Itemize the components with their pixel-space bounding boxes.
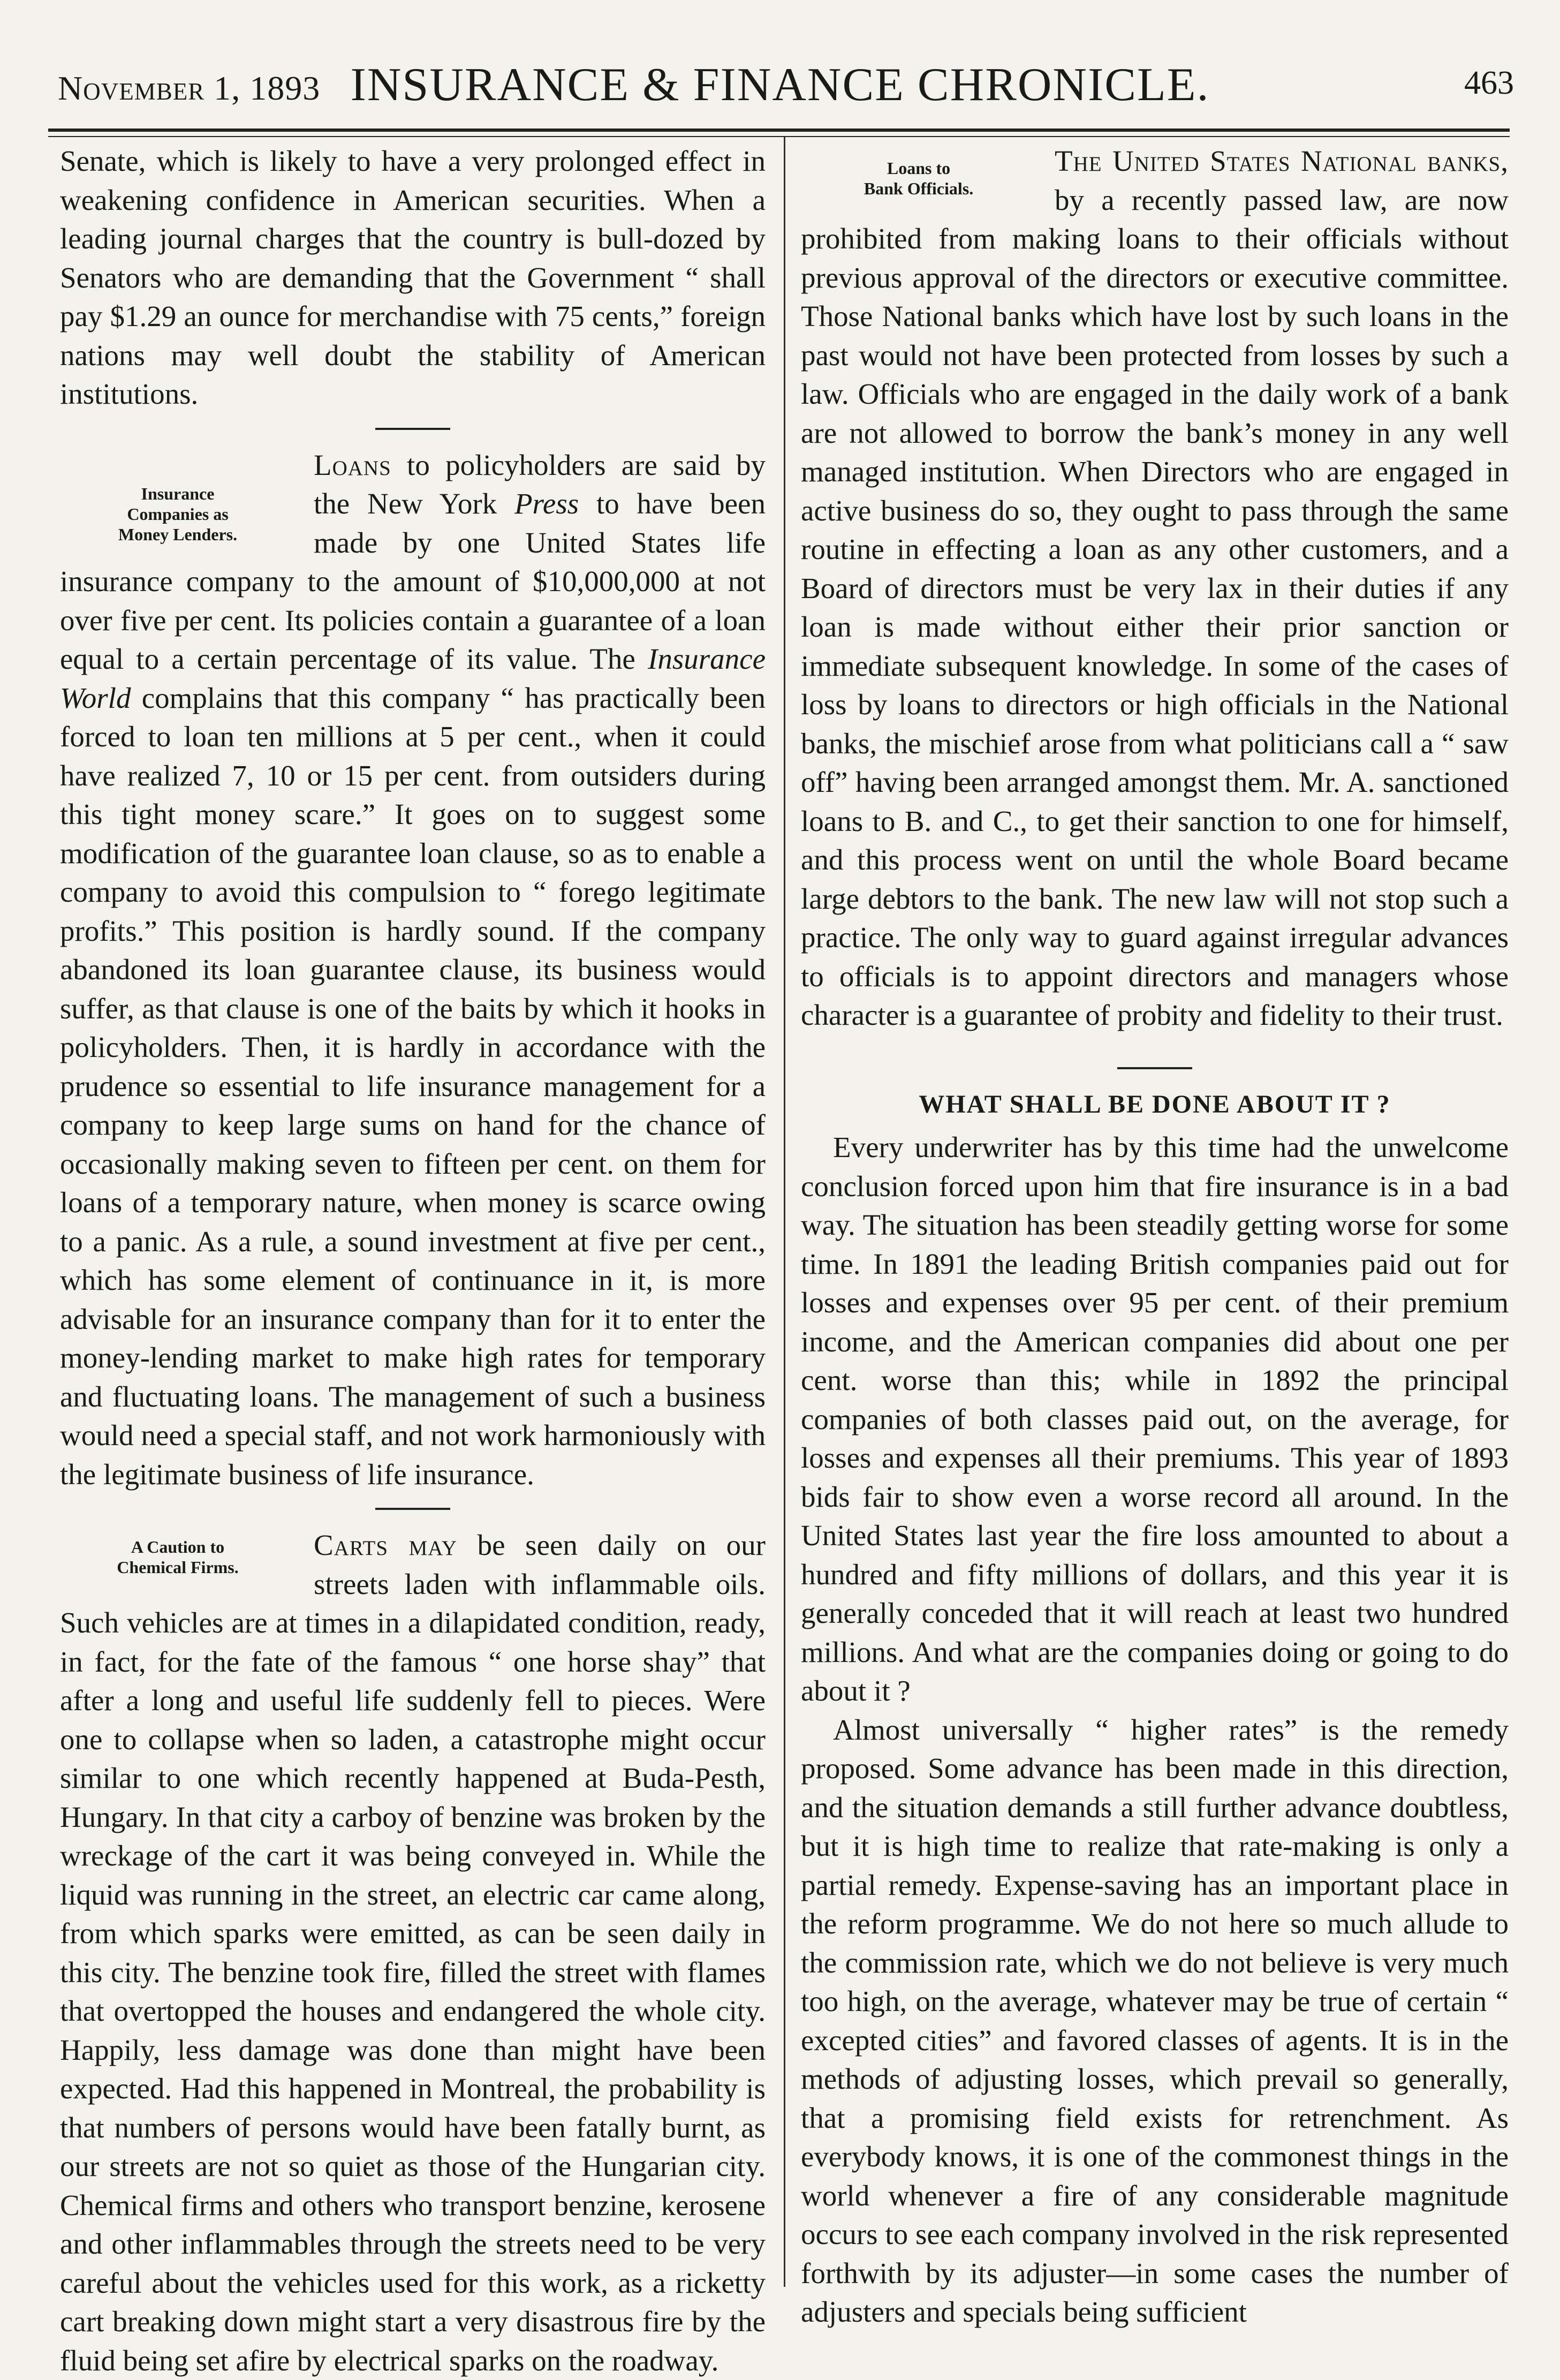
column-divider — [784, 137, 785, 2287]
header-rule — [48, 129, 1510, 132]
section-separator — [1117, 1067, 1192, 1069]
issue-date: November 1, 1893 — [58, 69, 321, 107]
publication-title: INSURANCE & FINANCE CHRONICLE. — [350, 59, 1210, 111]
fire-paragraph-2: Almost universally “ higher rates” is the remedy proposed. Some advance has been made in this direction, and the situation demands a still further advance doubtless, but it is high time to realize that rate-making is only a partial remedy. Expense-saving has an important place in the reform programme. We do not here so much allude to the commission rate, which we do not believe is very much too high, on the average, whatever may be true of certain “ excepted cities” and favored classes of agents. It is in the methods of adjusting losses, which prevail so generally, that a promising field exists for retrenchment. As everybody knows, it is one of the commonest things in the world whenever a fire of any considerable magnitude occurs to see each company involved in the risk represented forthwith by its adjuster—in some cases the number of adjusters and specials being sufficient — [801, 1713, 1509, 2328]
sidenote-line: Insurance — [141, 483, 215, 503]
loans-paragraph — [60, 446, 766, 1494]
carts-paragraph — [60, 1526, 766, 2380]
section-separator — [375, 1508, 450, 1510]
bank-article — [801, 142, 1509, 1035]
text-run: to have been made by one United States life insurance company to the amount of $10,000,000 at not over five per cent. Its policies contain a guarantee of a loan equal to a certain percentage of its value. The — [60, 487, 766, 675]
sidenote-line: A Caution to — [131, 1537, 225, 1557]
carts-article — [60, 1526, 766, 2380]
page-number: 463 — [1464, 65, 1514, 101]
sidenote-line: Bank Officials. — [864, 179, 974, 198]
right-column — [801, 142, 1509, 2332]
header-rule-thin — [48, 136, 1510, 137]
text-run: to policyholders are said by the New York — [314, 448, 766, 520]
carts-sidenote — [60, 1537, 296, 1577]
loans-article — [60, 446, 766, 1494]
sidenote-line: Companies as — [127, 504, 229, 524]
sidenote-line: Money Lenders. — [118, 524, 238, 544]
section-separator — [375, 428, 450, 430]
left-column — [60, 142, 766, 2380]
page-header — [0, 0, 1560, 123]
sidenote-line: Loans to — [887, 158, 951, 178]
fire-paragraph-1: Every underwriter has by this time had the unwelcome conclusion forced upon him that fire insurance is in a bad way. The situation has been steadily getting worse for some time. In 1891 the leading British companies paid out for losses and expenses over 95 per cent. of their premium income, and the American companies did about one per cent. worse than this; while in 1892 the principal companies of both classes paid out, on the average, for losses and expenses all their premiums. This year of 1893 bids fair to show even a worse record all around. In the United States last year the fire loss amounted to about a hundred and fifty millions of dollars, and this year it is generally conceded that it will reach at least two hundred millions. And what are the companies doing or going to do about it ? — [801, 1131, 1509, 1707]
senate-paragraph: Senate, which is likely to have a very prolonged effect in weakening confidence in American securities. When a leading journal charges that the country is bull-dozed by Senators who are demanding that the Government “ shall pay $1.29 an ounce for merchandise with 75 cents,” foreign nations may well doubt the stability of American institutions. — [60, 145, 766, 410]
insurance-world-title: Insurance World — [60, 643, 766, 714]
press-title: Press — [514, 487, 579, 520]
sidenote-line: Chemical Firms. — [117, 1558, 239, 1577]
lead-word: Carts may — [314, 1529, 458, 1561]
fire-insurance-article — [801, 1085, 1509, 2332]
loans-sidenote — [60, 483, 296, 545]
text-run: complains that this company “ has practically been forced to loan ten millions at 5 per cent., when it could have realized 7, 10 or 15 per cent. from outsiders during this tight money scare.” It goes on to suggest some modification of the guarantee loan clause, so as to enable a company to avoid this compulsion to “ forego legitimate profits.” This position is hardly sound. If the company abandoned its loan guarantee clause, its business would suffer, as that clause is one of the baits by which it hooks in policyholders. Then, it is hardly in accordance with the prudence so essential to life insurance management for a company to keep large sums on hand for the chance of occasionally making seven to fifteen per cent. on them for loans of a temporary nature, when money is scarce owing to a panic. As a rule, a sound investment at five per cent., which has some element of continuance in it, is more advisable for an insurance company than for it to enter the money-lending market to make high rates for temporary and fluctuating loans. The management of such a business would need a special staff, and not work harmoniously with the legitimate business of life insurance. — [60, 681, 766, 1491]
lead-word: The United States National banks, — [1055, 145, 1509, 177]
bank-sidenote — [801, 158, 1036, 199]
bank-paragraph — [801, 142, 1509, 1035]
article-heading: WHAT SHALL BE DONE ABOUT IT ? — [919, 1090, 1391, 1119]
lead-word: Loans — [314, 448, 391, 481]
text-run: by a recently passed law, are now prohibited from making loans to their officials without previous approval of the directors or executive committee. Those National banks which have lost by such loans in the past would not have been protected from losses by such a law. Officials who are engaged in the daily work of a bank are not allowed to borrow the bank’s money in any well managed institution. When Directors who are engaged in active business do so, they ought to pass through the same routine in effecting a loan as any other customers, and a Board of directors must be very lax in their duties if any loan is made without either their prior sanction or immediate subsequent knowledge. In some of the cases of loss by loans to directors or high officials in the National banks, the mischief arose from what politicians call a “ saw off” having been arranged amongst them. Mr. A. sanctioned loans to B. and C., to get their sanction to one for himself, and this process went on until the whole Board became large debtors to the bank. The new law will not stop such a practice. The only way to guard against irregular advances to officials is to appoint directors and managers whose character is a guarantee of probity and fidelity to their trust. — [801, 183, 1509, 1031]
text-run: be seen daily on our streets laden with inflammable oils. Such vehicles are at times in a dilapidated condition, ready, in fact, for the fate of the famous “ one horse shay” that after a long and useful life suddenly fell to pieces. Were one to collapse when so laden, a catastrophe might occur similar to one which recently happened at Buda-Pesth, Hungary. In that city a carboy of benzine was broken by the wreckage of the cart it was being conveyed in. While the liquid was running in the street, an electric car came along, from which sparks were emitted, as can be seen daily in this city. The benzine took fire, filled the street with flames that overtopped the houses and endangered the whole city. Happily, less damage was done than might have been expected. Had this happened in Montreal, the probability is that numbers of persons would have been fatally burnt, as our streets are not so quiet as those of the Hungarian city. Chemical firms and others who transport benzine, kerosene and other inflammables through the streets need to be very careful about the vehicles used for this work, as a ricketty cart breaking down might start a very disastrous fire by the fluid being set afire by electrical sparks on the roadway. — [60, 1529, 766, 2377]
